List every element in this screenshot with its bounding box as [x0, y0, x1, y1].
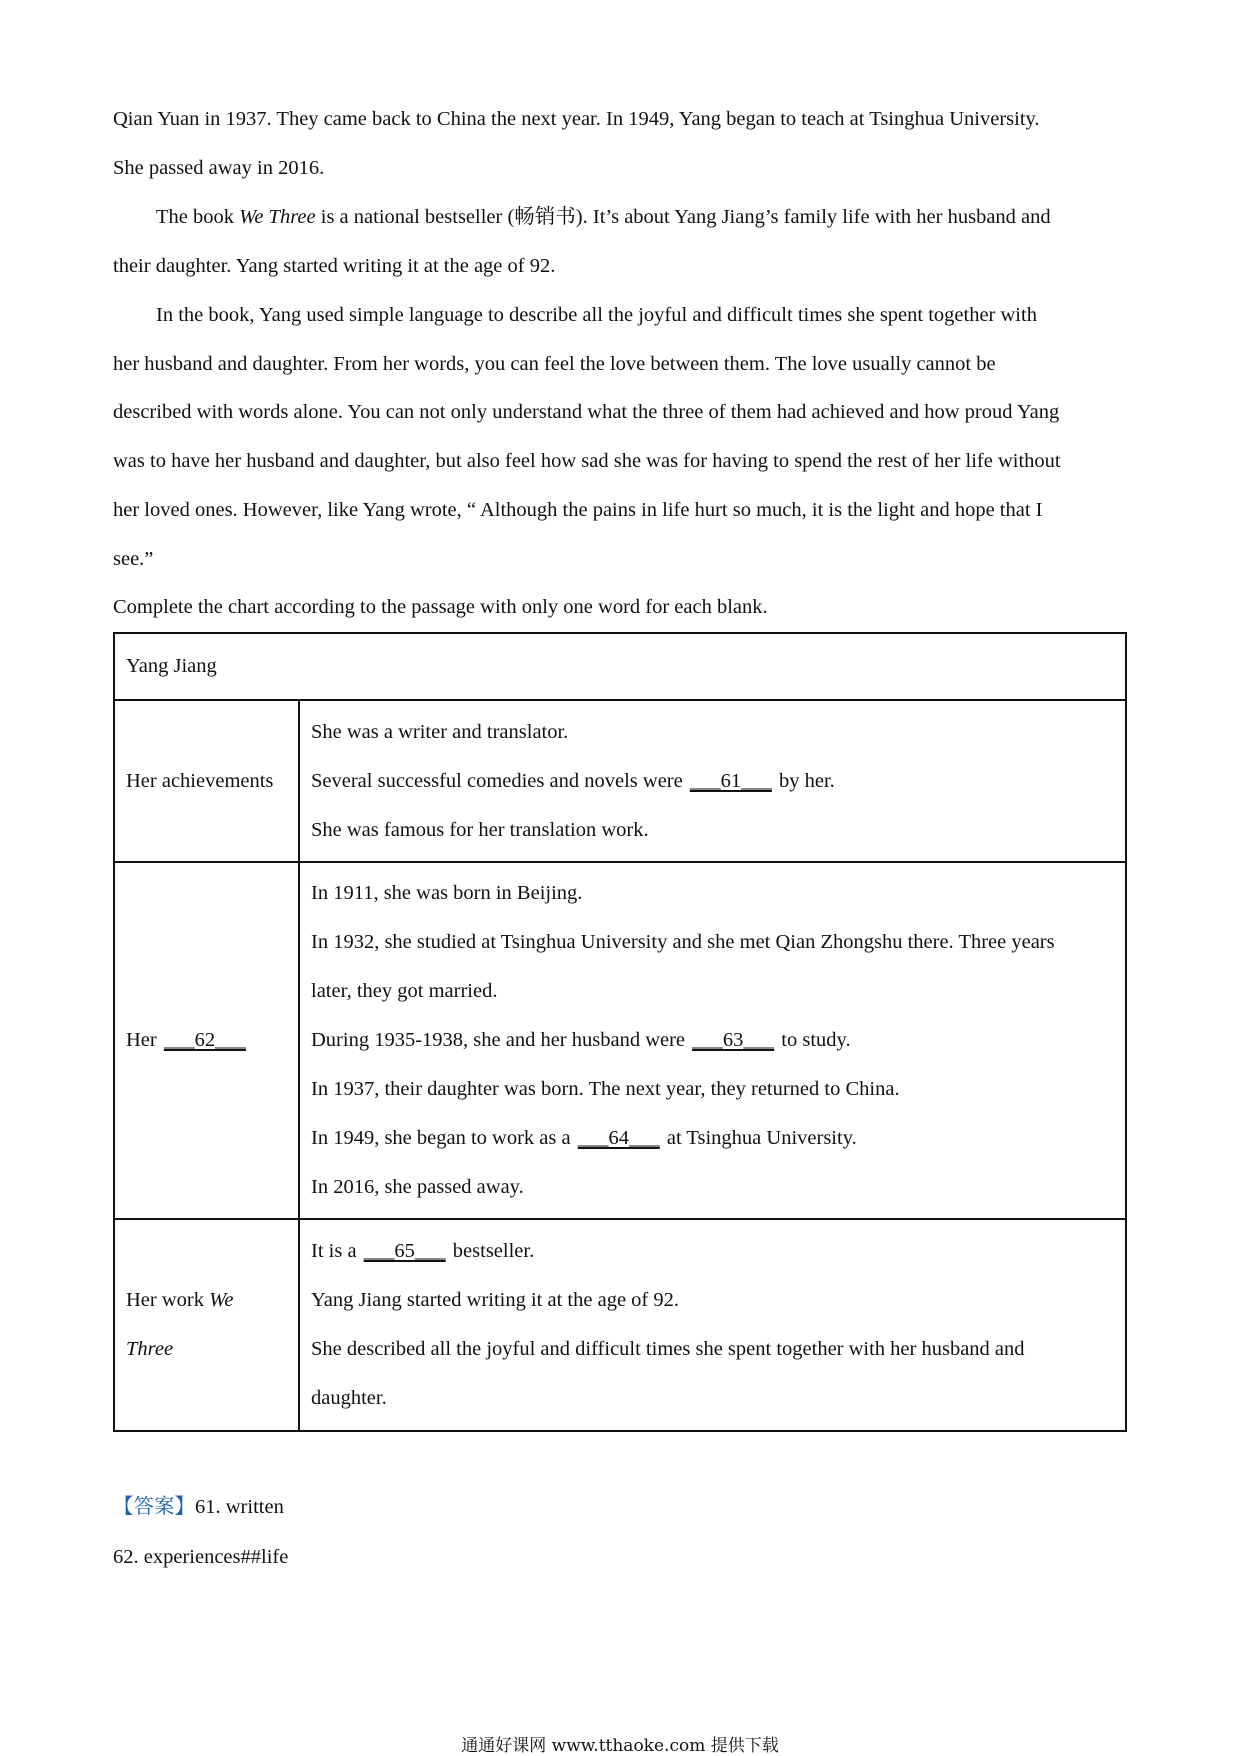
answer-tag: 【答案】	[113, 1496, 195, 1518]
passage-paragraph-2	[113, 193, 1133, 290]
row-content-achievements: She was a writer and translator. Several successful comedies and novels were ___61___ by her. She was famous for her translation work.	[299, 700, 1126, 862]
row-label-life: Her ___62___	[114, 862, 299, 1219]
row-content-work: It is a ___65___ bestseller. Yang Jiang started writing it at the age of 92. She described all the joyful and difficult times she spent together with her husband and daughter.	[299, 1219, 1126, 1431]
passage-line: see.”	[113, 547, 154, 570]
table-row	[114, 862, 1126, 1219]
row-content-life: In 1911, she was born in Beijing. In 1932, she studied at Tsinghua University and she met Qian Zhongshu there. Three years later, they got married. During 1935-1938, she and her husband were ___63___ to study. In 1937, their daughter was born. The next year, they returned to China. In 1949, she began to work as a ___64___ at Tsinghua University. In 2016, she passed away.	[299, 862, 1126, 1219]
passage-line: her loved ones. However, like Yang wrote, “ Although the pains in life hurt so much, it is the light and hope that I	[113, 498, 1043, 521]
passage-line: her husband and daughter. From her words, you can feel the love between them. The love usually cannot be	[113, 352, 996, 375]
passage-line: The book We Three is a national bestseller (畅销书). It’s about Yang Jiang’s family life with her husband and	[156, 206, 1051, 228]
chart-header: Yang Jiang	[114, 633, 1126, 700]
table-row	[114, 700, 1126, 862]
passage-line: She passed away in 2016.	[113, 156, 325, 179]
passage-paragraph-1	[113, 95, 1133, 192]
blank-62: ___62___	[163, 1029, 246, 1051]
blank-64: ___64___	[577, 1127, 660, 1149]
page-footer: 通通好课网 www.tthaoke.com 提供下载	[461, 1736, 779, 1756]
answer-62: 62. experiences##life	[113, 1546, 289, 1568]
blank-63: ___63___	[692, 1029, 775, 1051]
instruction: Complete the chart according to the passage with only one word for each blank.	[113, 596, 768, 618]
passage-line: was to have her husband and daughter, but also feel how sad she was for having to spend the rest of her life without	[113, 450, 1061, 473]
blank-65: ___65___	[363, 1240, 446, 1262]
passage-line: their daughter. Yang started writing it at the age of 92.	[113, 254, 556, 277]
row-label-work: Her work We Three	[114, 1219, 299, 1431]
table-row	[114, 1219, 1126, 1431]
table-row	[114, 633, 1126, 700]
passage-line: In the book, Yang used simple language to describe all the joyful and difficult times she spent together with	[156, 304, 1037, 326]
row-label-achievements: Her achievements	[114, 700, 299, 862]
blank-61: ___61___	[689, 769, 772, 792]
passage-line: described with words alone. You can not only understand what the three of them had achieved and how proud Yang	[113, 401, 1060, 424]
book-title: We Three	[239, 206, 316, 228]
yang-jiang-chart	[113, 632, 1127, 1432]
passage-line: Qian Yuan in 1937. They came back to China the next year. In 1949, Yang began to teach at Tsinghua University.	[113, 108, 1040, 130]
answer-61: 【答案】61. written	[113, 1496, 284, 1518]
passage-paragraph-3	[113, 291, 1133, 583]
